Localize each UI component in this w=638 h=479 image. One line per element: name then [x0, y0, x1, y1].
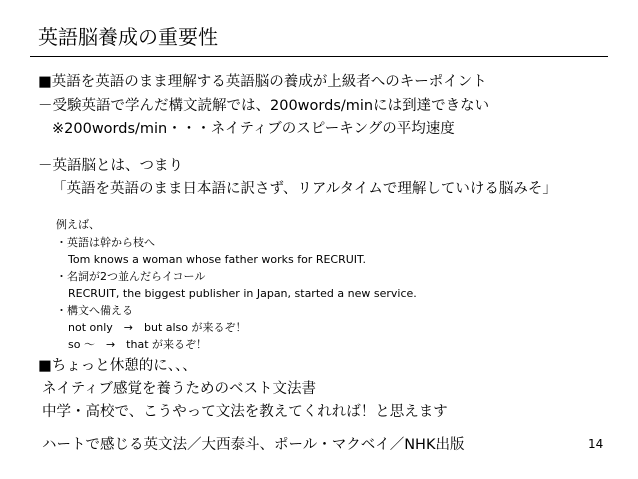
example-item3: ・構文へ備える	[56, 304, 133, 317]
section2-line3: ハートで感じる英文法／大西泰斗、ポール・マクベイ／NHK出版	[42, 437, 465, 453]
section1-line3: －英語脳とは、つまり	[38, 158, 183, 174]
section2-line2: 中学・高校で、こうやって文法を教えてくれれば！と思えます	[42, 404, 448, 420]
example-item2: ・名詞が2つ並んだらイコール	[56, 270, 206, 283]
examples-intro: 例えば、	[56, 218, 100, 231]
example-item2-sentence: RECRUIT, the biggest publisher in Japan, started a new service.	[68, 287, 417, 300]
section2-line1: ネイティブ感覚を養うためのベスト文法書	[42, 381, 317, 397]
example-item3-line1: not only → but also が来るぞ！	[68, 321, 247, 334]
section1-line4: 「英語を英語のまま日本語に訳さず、リアルタイムで理解していける脳みそ」	[52, 181, 557, 197]
section1-line1: －受験英語で学んだ構文読解では、200words/minには到達できない	[38, 98, 490, 114]
section1-line2: ※200words/min・・・ネイティブのスピーキングの平均速度	[52, 121, 455, 137]
example-item1: ・英語は幹から枝へ	[56, 236, 155, 249]
title-divider	[30, 56, 608, 57]
section1-heading: ■英語を英語のまま理解する英語脳の養成が上級者へのキーポイント	[38, 74, 487, 90]
section2-heading: ■ちょっと休憩的に、、、	[38, 358, 197, 374]
page-number: 14	[588, 437, 604, 451]
example-item1-sentence: Tom knows a woman whose father works for RECRUIT.	[68, 253, 366, 266]
example-item3-line2: so 〜 → that が来るぞ！	[68, 338, 208, 351]
slide-title: 英語脳養成の重要性	[38, 25, 218, 49]
